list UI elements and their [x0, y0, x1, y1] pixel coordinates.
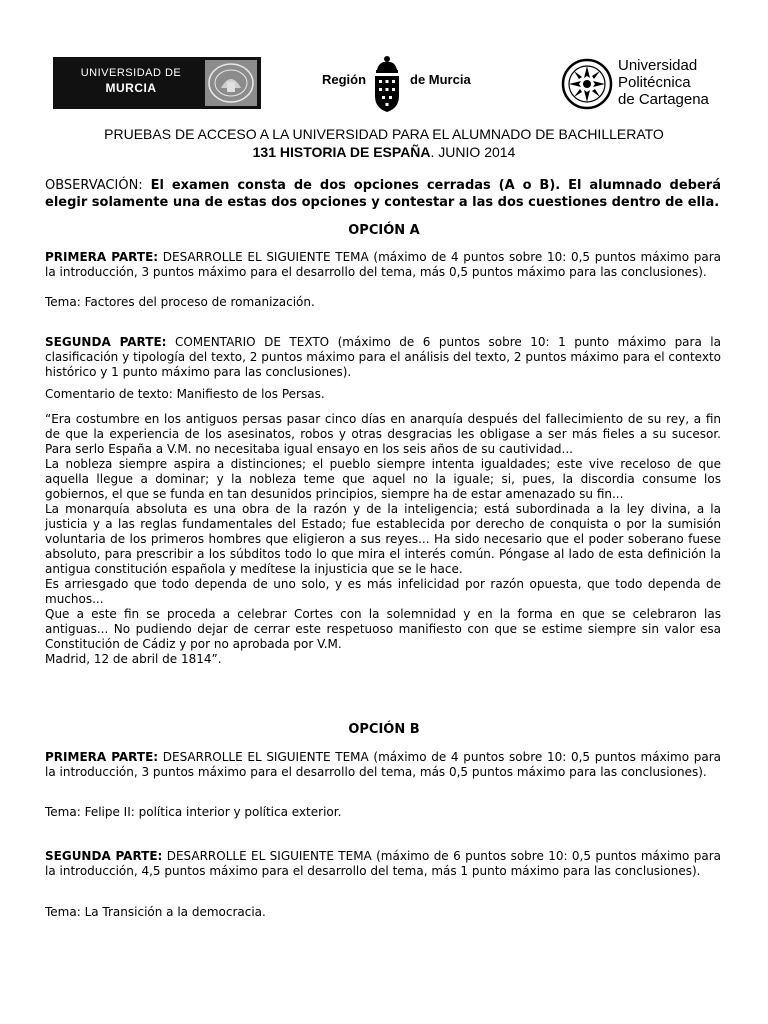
opcion-b-p1-label: PRIMERA PARTE: [45, 750, 159, 764]
opcion-a-p2-tema: Comentario de texto: Manifiesto de los Persas. [45, 387, 325, 401]
opcion-b-primera-parte [45, 750, 721, 780]
region-murcia-right-text: de Murcia [410, 72, 471, 87]
opcion-b-p1-text: DESARROLLE EL SIGUIENTE TEMA (máximo de 4 puntos sobre 10: 0,5 puntos máximo para la introducción, 3 puntos máximo para el desarrollo del tema, más 0,5 puntos máximo para las conclusiones). [45, 750, 721, 779]
upct-line1: Universidad [618, 57, 698, 74]
quote-paragraph-2: La nobleza siempre aspira a distinciones; el pueblo siempre intenta igualdades; este vive receloso de que aquella llegue a dominar; y la nobleza teme que aquel no la iguale; si, pues, la discordia consume los gobiernos, el que se funda en tan desunidos principios, siempre ha de estar amenazado su fin... [45, 457, 721, 501]
um-logo-line1: UNIVERSIDAD DE [80, 67, 182, 79]
upct-line3: de Cartagena [618, 91, 709, 108]
um-logo-line2: MURCIA [105, 81, 157, 95]
opcion-a-p2-text: COMENTARIO DE TEXTO (máximo de 6 puntos sobre 10: 1 punto máximo para la clasificación y tipología del texto, 2 puntos máximo para el análisis del texto, 2 puntos máximo para el contexto histórico y 1 punto máximo para las conclusiones). [45, 335, 721, 379]
opcion-b-p2-label: SEGUNDA PARTE: [45, 849, 163, 863]
exam-header-line1: PRUEBAS DE ACCESO A LA UNIVERSIDAD PARA EL ALUMNADO DE BACHILLERATO [104, 126, 664, 142]
opcion-a-p2-label: SEGUNDA PARTE: [45, 335, 167, 349]
upct-logo-text [618, 57, 709, 108]
opcion-a-segunda-parte [45, 335, 721, 380]
observacion-text: El examen consta de dos opciones cerradas (A o B). El alumnado deberá elegir solamente una de estas dos opciones y contestar a las dos cuestiones dentro de ella. [45, 178, 721, 210]
observacion-paragraph [45, 177, 721, 211]
opcion-b-title: OPCIÓN B [348, 722, 420, 737]
manifiesto-quote [45, 412, 721, 667]
opcion-b-p1-tema: Tema: Felipe II: política interior y política exterior. [45, 805, 342, 819]
region-murcia-shield-icon [370, 52, 404, 114]
opcion-b-p2-tema: Tema: La Transición a la democracia. [45, 905, 266, 919]
opcion-b-p2-text: DESARROLLE EL SIGUIENTE TEMA (máximo de 6 puntos sobre 10: 0,5 puntos máximo para la introducción, 4,5 puntos máximo para el desarrollo del tema, más 1 punto máximo para las conclusiones). [45, 849, 721, 878]
um-logo-text [61, 66, 201, 96]
opcion-a-title: OPCIÓN A [348, 223, 420, 238]
opcion-a-primera-parte [45, 250, 721, 280]
universidad-murcia-logo [53, 57, 261, 109]
region-murcia-left-text: Región [322, 72, 367, 87]
quote-signature: Madrid, 12 de abril de 1814”. [45, 652, 222, 666]
opcion-a-p1-label: PRIMERA PARTE: [45, 250, 159, 264]
opcion-b-segunda-parte [45, 849, 721, 879]
quote-paragraph-3: La monarquía absoluta es una obra de la razón y de la inteligencia; está subordinada a la ley divina, a la justicia y a las reglas fundamentales del Estado; fue establecida por derecho de conquista o por la sumisión voluntaria de los primeros hombres que eligieron a sus reyes... Ha sido necesario que el poder soberano fuese absoluto, para prescribir a los súbditos todo lo que mira el interés común. Póngase al lado de esta definición la antigua constitución española y medítese la injusticia que se le hace. [45, 502, 721, 576]
quote-paragraph-5: Que a este fin se proceda a celebrar Cortes con la solemnidad y en la forma en que se celebraron las antiguas... No pudiendo dejar de cerrar este respetuoso manifiesto con que se estime siempre sin valor esa Constitución de Cádiz y por no aprobada por V.M. [45, 607, 721, 651]
observacion-label: OBSERVACIÓN: [45, 178, 143, 193]
exam-subject: 131 HISTORIA DE ESPAÑA [252, 144, 431, 160]
opcion-a-p1-tema: Tema: Factores del proceso de romanización. [45, 295, 315, 309]
quote-paragraph-4: Es arriesgado que todo dependa de uno solo, y es más infelicidad por razón opuesta, que todo dependa de muchos... [45, 577, 721, 606]
exam-header-line2 [0, 144, 768, 160]
upct-line2: Politécnica [618, 74, 691, 91]
exam-date: . JUNIO 2014 [430, 144, 516, 160]
um-seal-icon [205, 60, 257, 106]
quote-paragraph-1: “Era costumbre en los antiguos persas pasar cinco días en anarquía después del fallecimiento de su rey, a fin de que la experiencia de los asesinatos, robos y otras desgracias les obligase a ser más fieles a su sucesor. Para serlo España a V.M. no necesitaba igual ensayo en los seis años de su cautividad... [45, 412, 721, 456]
opcion-a-p1-text: DESARROLLE EL SIGUIENTE TEMA (máximo de 4 puntos sobre 10: 0,5 puntos máximo para la introducción, 3 puntos máximo para el desarrollo del tema, más 0,5 puntos máximo para las conclusiones). [45, 250, 721, 279]
upct-seal-icon [561, 58, 613, 110]
